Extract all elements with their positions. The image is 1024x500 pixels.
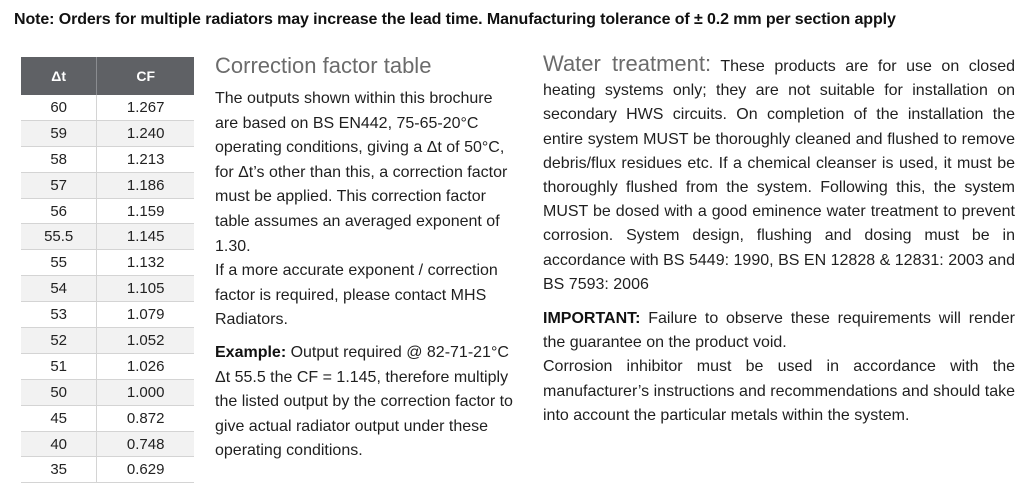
correction-factor-table [21,57,194,483]
cf-cell: 1.213 [97,146,194,172]
delta-t-cell: 59 [21,120,97,146]
delta-t-cell: 53 [21,302,97,328]
cf-cell: 1.132 [97,250,194,276]
correction-factor-contact: If a more accurate exponent / correction factor is required, please contact MHS Radiators. [215,262,498,329]
delta-t-cell: 52 [21,328,97,354]
correction-factor-section [215,52,515,464]
water-treatment-body: These products are for use on closed heating systems only; they are not suitable for installation on secondary HWS circuits. On completion of the installation the entire system MUST be thoroughly cleaned and flushed to remove debris/flux residues etc. If a chemical cleanser is used, it must be thoroughly flushed from the system. Following this, the system MUST be dosed with a good eminence water treatment to prevent corrosion. System design, flushing and dosing must be in accordance with BS 5449: 1990, BS EN 12828 & 12831: 2003 and BS 7593: 2006 [543,58,1016,293]
table-row [21,431,194,457]
table-row [21,198,194,224]
delta-t-cell: 50 [21,379,97,405]
delta-t-column-header: Δt [21,57,97,95]
table-row [21,172,194,198]
water-treatment-heading: Water treatment: [543,51,712,76]
delta-t-cell: 51 [21,353,97,379]
cf-cell: 1.105 [97,276,194,302]
cf-cell: 0.748 [97,431,194,457]
correction-factor-heading: Correction factor table [215,53,432,78]
cf-cell: 1.026 [97,353,194,379]
table-row [21,302,194,328]
delta-t-cell: 55.5 [21,224,97,250]
example-paragraph [215,341,515,464]
delta-t-cell: 56 [21,198,97,224]
important-text: Failure to observe these requirements will render the guarantee on the product void. [543,310,1015,352]
table-row [21,328,194,354]
table-row [21,353,194,379]
cf-column-header: CF [97,57,194,95]
table-row [21,95,194,120]
water-treatment-section [543,52,1015,428]
delta-t-cell: 60 [21,95,97,120]
delta-t-cell: 55 [21,250,97,276]
delta-t-cell: 57 [21,172,97,198]
correction-factor-body: The outputs shown within this brochure are based on BS EN442, 75-65-20°C operating conditions, giving a Δt of 50°C, for Δt’s other than this, a correction factor must be applied. This correction factor table assumes an averaged exponent of 1.30. [215,90,508,255]
cf-cell: 1.186 [97,172,194,198]
cf-cell: 1.267 [97,95,194,120]
cf-cell: 0.629 [97,457,194,483]
delta-t-cell: 40 [21,431,97,457]
cf-cell: 1.000 [97,379,194,405]
table-row [21,276,194,302]
lead-time-note: Note: Orders for multiple radiators may increase the lead time. Manufacturing tolerance of ± 0.2 mm per section apply [14,11,896,28]
cf-cell: 1.240 [97,120,194,146]
important-paragraph [543,307,1015,355]
table-row [21,146,194,172]
table-row [21,250,194,276]
delta-t-cell: 35 [21,457,97,483]
table-header-row [21,57,194,95]
water-treatment-paragraph [543,52,1015,297]
cf-cell: 0.872 [97,405,194,431]
example-text: Output required @ 82-71-21°C Δt 55.5 the CF = 1.145, therefore multiply the listed output by the correction factor to give actual radiator output under these operating conditions. [215,343,513,460]
cf-cell: 1.159 [97,198,194,224]
table-row [21,224,194,250]
cf-cell: 1.079 [97,302,194,328]
example-label: Example: [215,343,287,361]
corrosion-inhibitor-paragraph: Corrosion inhibitor must be used in accordance with the manufacturer’s instructions and recommendations and should take into account the particular metals within the system. [543,358,1015,424]
delta-t-cell: 58 [21,146,97,172]
cf-cell: 1.052 [97,328,194,354]
table-row [21,405,194,431]
delta-t-cell: 54 [21,276,97,302]
table-row [21,120,194,146]
table-body [21,95,194,483]
cf-cell: 1.145 [97,224,194,250]
table-row [21,379,194,405]
important-label: IMPORTANT: [543,310,641,328]
table-row [21,457,194,483]
delta-t-cell: 45 [21,405,97,431]
